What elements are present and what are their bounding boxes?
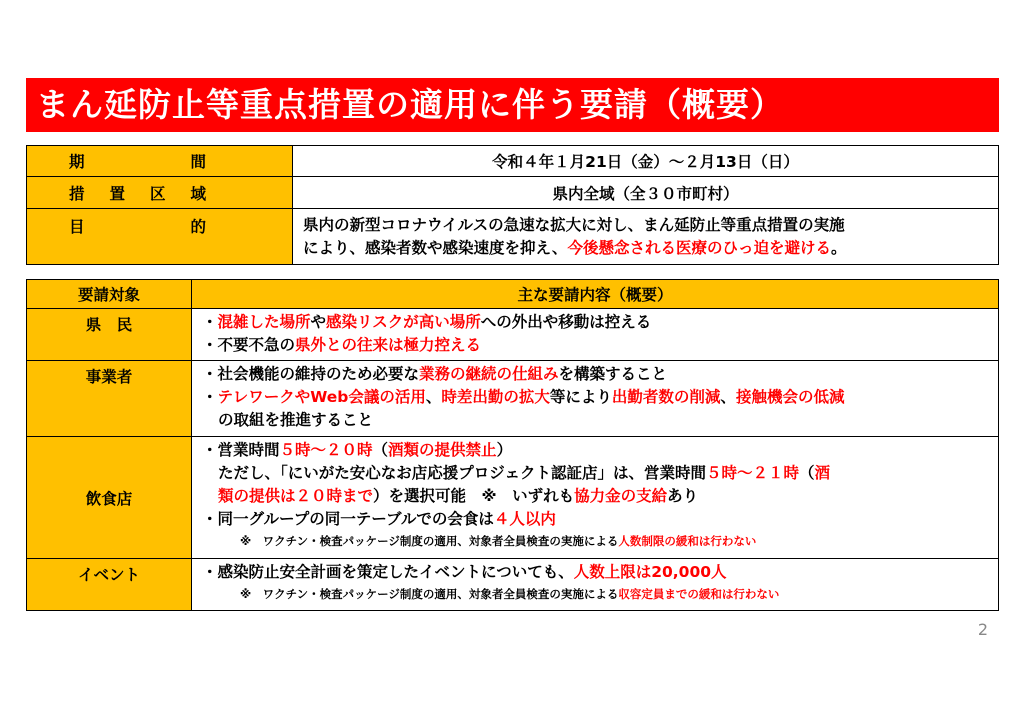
period-value: 令和４年１月21日（金）～２月13日（日） (293, 146, 999, 177)
header-content: 主な要請内容（概要） (192, 280, 999, 309)
area-value: 県内全域（全３０市町村） (293, 177, 999, 209)
business-content: ・社会機能の維持のため必要な業務の継続の仕組みを構築すること ・テレワークやWeb会議の活用、時差出勤の拡大等により出勤者数の削減、接触機会の低減 の取組を推進すること (192, 361, 999, 437)
purpose-text: 県内の新型コロナウイルスの急速な拡大に対し、まん延防止等重点措置の実施 により、感染者数や感染速度を抑え、今後懸念される医療のひっ迫を避ける。 (293, 209, 999, 265)
purpose-label: 目 的 (27, 209, 293, 265)
residents-content: ・混雑した場所や感染リスクが高い場所への外出や移動は控える ・不要不急の県外との往来は極力控える (192, 309, 999, 361)
events-content: ・感染防止安全計画を策定したイベントについても、人数上限は20,000人 ※ ワクチン・検査パッケージ制度の適用、対象者全員検査の実施による収容定員までの緩和は行わない (192, 559, 999, 611)
summary-table (26, 145, 999, 265)
page-title: まん延防止等重点措置の適用に伴う要請（概要） (26, 78, 999, 132)
period-label: 期 間 (27, 146, 293, 177)
area-label: 措 置 区 域 (27, 177, 293, 209)
business-label: 事業者 (27, 361, 192, 437)
restaurants-label: 飲食店 (27, 437, 192, 559)
residents-label: 県 民 (27, 309, 192, 361)
header-target: 要請対象 (27, 280, 192, 309)
requests-table (26, 279, 999, 611)
restaurants-content: ・営業時間５時～２０時（酒類の提供禁止） ただし、「にいがた安心なお店応援プロジェクト認証店」は、営業時間５時～２１時（酒 類の提供は２０時まで）を選択可能 ※ いずれも協力金の支給あり ・同一グループの同一テーブルでの会食は４人以内 ※ ワクチン・検査パッケージ制度の適用、対象者全員検査の実施による人数制限の緩和は行わない (192, 437, 999, 559)
events-label: イベント (27, 559, 192, 611)
page-number: 2 (977, 620, 988, 639)
